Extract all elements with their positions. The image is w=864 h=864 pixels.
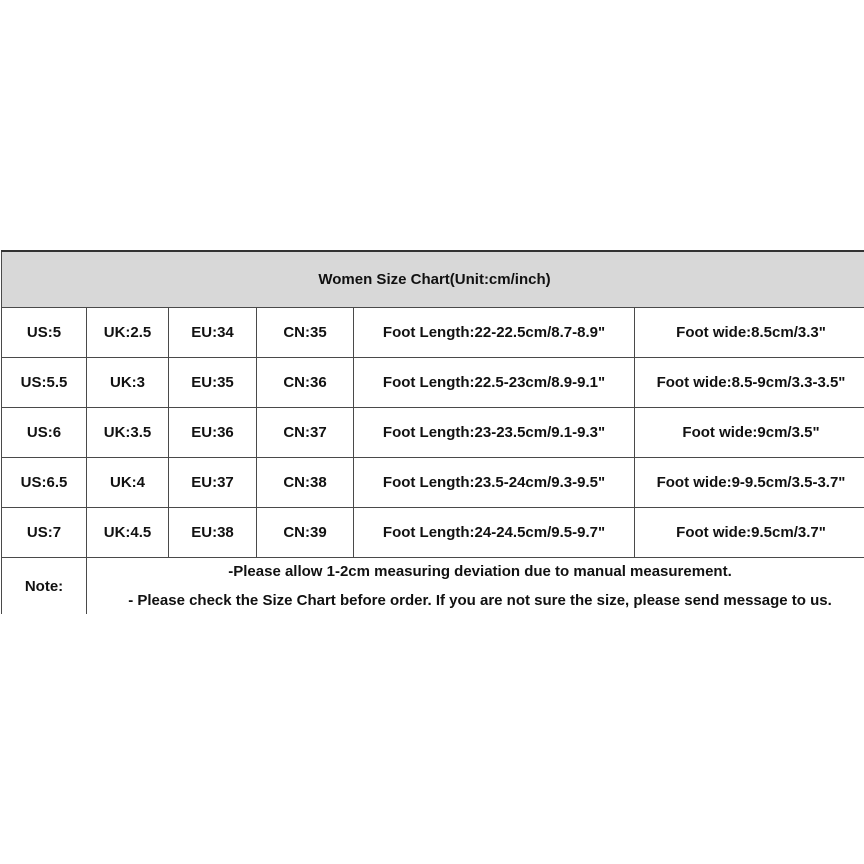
- cn-size-cell: CN:35: [257, 308, 354, 358]
- foot-length-cell: Foot Length:24-24.5cm/9.5-9.7": [354, 508, 635, 558]
- note-row: [2, 558, 864, 615]
- note-content: [87, 558, 864, 615]
- note-line: -Please allow 1-2cm measuring deviation due to manual measurement.: [228, 563, 732, 580]
- eu-size-cell: EU:36: [169, 408, 257, 458]
- uk-size-cell: UK:3.5: [87, 408, 169, 458]
- foot-length-cell: Foot Length:23-23.5cm/9.1-9.3": [354, 408, 635, 458]
- uk-size-cell: UK:4: [87, 458, 169, 508]
- us-size-cell: US:6.5: [2, 458, 87, 508]
- eu-size-cell: EU:35: [169, 358, 257, 408]
- table-row: [2, 508, 864, 558]
- table-title-row: [2, 251, 864, 308]
- note-label: Note:: [2, 558, 87, 615]
- foot-wide-cell: Foot wide:8.5cm/3.3": [635, 308, 864, 358]
- foot-wide-cell: Foot wide:9.5cm/3.7": [635, 508, 864, 558]
- us-size-cell: US:5.5: [2, 358, 87, 408]
- us-size-cell: US:6: [2, 408, 87, 458]
- foot-length-cell: Foot Length:22.5-23cm/8.9-9.1": [354, 358, 635, 408]
- foot-wide-cell: Foot wide:9cm/3.5": [635, 408, 864, 458]
- cn-size-cell: CN:38: [257, 458, 354, 508]
- uk-size-cell: UK:2.5: [87, 308, 169, 358]
- cn-size-cell: CN:39: [257, 508, 354, 558]
- note-line: - Please check the Size Chart before order. If you are not sure the size, please send message to us.: [128, 592, 832, 609]
- foot-wide-cell: Foot wide:9-9.5cm/3.5-3.7": [635, 458, 864, 508]
- table-row: [2, 308, 864, 358]
- us-size-cell: US:7: [2, 508, 87, 558]
- cn-size-cell: CN:37: [257, 408, 354, 458]
- foot-wide-cell: Foot wide:8.5-9cm/3.3-3.5": [635, 358, 864, 408]
- foot-length-cell: Foot Length:23.5-24cm/9.3-9.5": [354, 458, 635, 508]
- table-row: [2, 408, 864, 458]
- eu-size-cell: EU:37: [169, 458, 257, 508]
- table-title: Women Size Chart(Unit:cm/inch): [2, 251, 864, 308]
- uk-size-cell: UK:3: [87, 358, 169, 408]
- foot-length-cell: Foot Length:22-22.5cm/8.7-8.9": [354, 308, 635, 358]
- size-chart-table: [1, 250, 864, 614]
- cn-size-cell: CN:36: [257, 358, 354, 408]
- us-size-cell: US:5: [2, 308, 87, 358]
- eu-size-cell: EU:34: [169, 308, 257, 358]
- eu-size-cell: EU:38: [169, 508, 257, 558]
- table-row: [2, 358, 864, 408]
- uk-size-cell: UK:4.5: [87, 508, 169, 558]
- table-row: [2, 458, 864, 508]
